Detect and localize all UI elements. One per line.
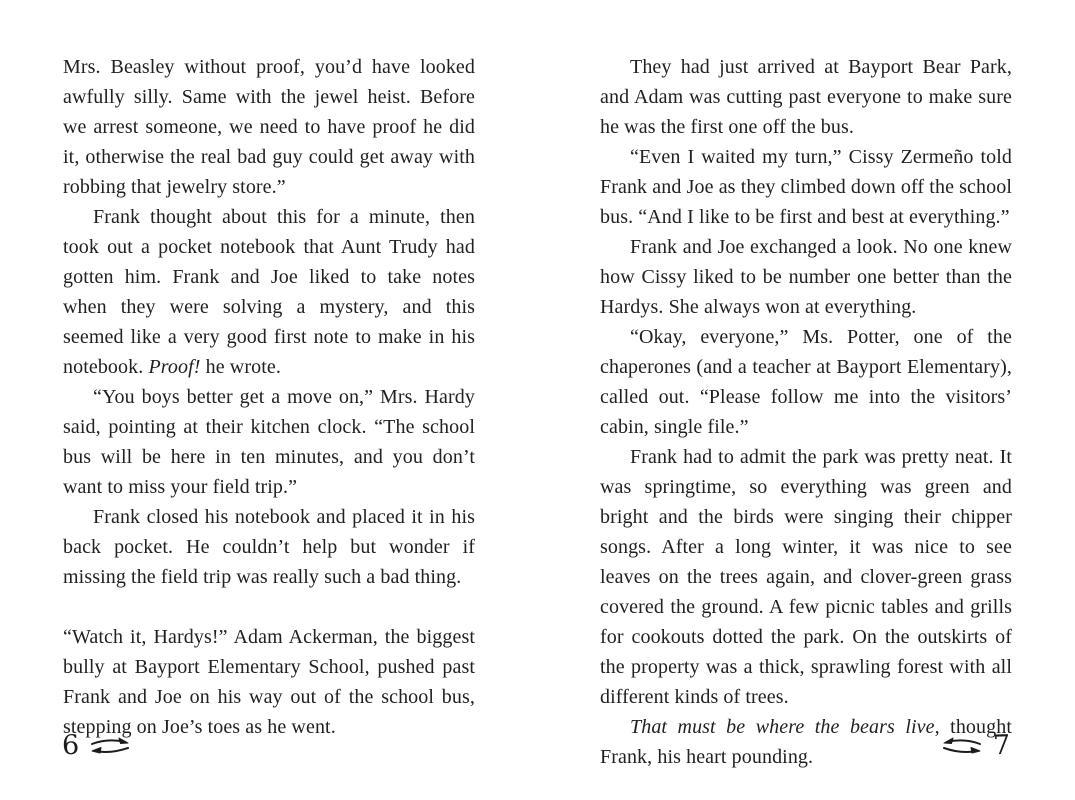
text-run: “Okay, everyone,” Ms. Potter, one of the chaperones (and a teacher at Bayport Elementary), called out. “Please follow me into the visitors’ cabin, single file.” xyxy=(600,326,1012,438)
left-page-text xyxy=(63,52,475,742)
text-run: he wrote. xyxy=(200,356,281,378)
paragraph xyxy=(600,142,1012,232)
paragraph xyxy=(600,52,1012,142)
page-number-right: 7 xyxy=(992,729,1011,762)
paragraph xyxy=(63,52,475,202)
page-number-left: 6 xyxy=(61,729,80,762)
italic-text-run: That must be where the bears live xyxy=(630,716,935,738)
text-run: Frank had to admit the park was pretty neat. It was springtime, so everything was green and bright and the birds were singing their chipper songs. After a long winter, it was nice to see leaves on the trees again, and clover-green grass covered the ground. A few picnic tables and grills for cookouts dotted the park. On the outskirts of the property was a thick, sprawling forest with all different kinds of trees. xyxy=(600,446,1012,708)
paragraph xyxy=(600,442,1012,712)
text-run: , thought Frank, his heart pounding. xyxy=(600,716,1012,768)
paragraph xyxy=(63,202,475,382)
italic-text-run: Proof! xyxy=(148,356,201,378)
right-page-footer xyxy=(941,729,1010,763)
swap-arrows-icon xyxy=(941,734,983,758)
paragraph xyxy=(63,382,475,502)
right-page-text xyxy=(600,52,1012,772)
left-page-footer xyxy=(62,729,131,763)
paragraph xyxy=(63,502,475,592)
text-run: “Even I waited my turn,” Cissy Zermeño told Frank and Joe as they climbed down off the school bus. “And I like to be first and best at everything.” xyxy=(600,146,1012,228)
paragraph xyxy=(63,622,475,742)
swap-arrows-icon xyxy=(89,734,131,758)
paragraph xyxy=(600,232,1012,322)
text-run: “Watch it, Hardys!” Adam Ackerman, the biggest bully at Bayport Elementary School, pushed past Frank and Joe on his way out of the school bus, stepping on Joe’s toes as he went. xyxy=(63,626,475,738)
text-run: “You boys better get a move on,” Mrs. Hardy said, pointing at their kitchen clock. “The school bus will be here in ten minutes, and you don’t want to miss your field trip.” xyxy=(63,386,475,498)
text-run: Frank and Joe exchanged a look. No one knew how Cissy liked to be number one better than the Hardys. She always won at everything. xyxy=(600,236,1012,318)
text-run: Mrs. Beasley without proof, you’d have looked awfully silly. Same with the jewel heist. Before we arrest someone, we need to have proof he did it, otherwise the real bad guy could get away with robbing that jewelry store.” xyxy=(63,56,475,198)
text-run: Frank thought about this for a minute, then took out a pocket notebook that Aunt Trudy had gotten him. Frank and Joe liked to take notes when they were solving a mystery, and this seemed like a very good first note to make in his notebook. xyxy=(63,206,475,378)
paragraph xyxy=(600,322,1012,442)
text-run: They had just arrived at Bayport Bear Park, and Adam was cutting past everyone to make sure he was the first one off the bus. xyxy=(600,56,1012,138)
text-run: Frank closed his notebook and placed it in his back pocket. He couldn’t help but wonder if missing the field trip was really such a bad thing. xyxy=(63,506,475,588)
